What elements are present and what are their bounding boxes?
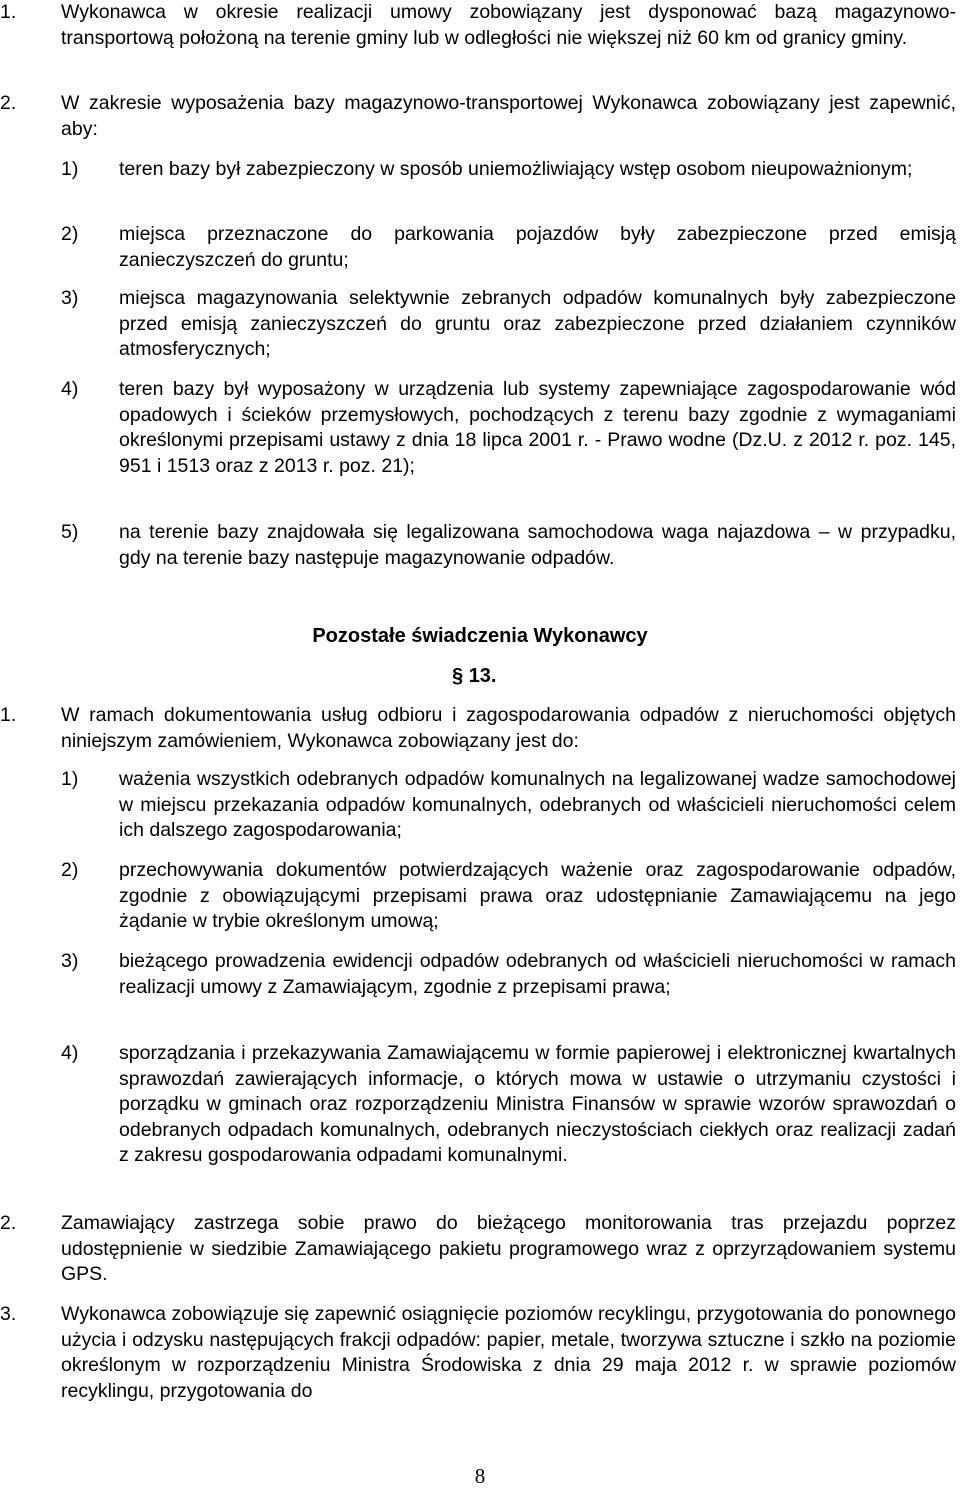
section-heading: Pozostałe świadczenia Wykonawcy bbox=[312, 625, 648, 647]
sub-item-text: miejsca przeznaczone do parkowania pojazdów były zabezpieczone przed emisją zanieczyszczeń do gruntu; bbox=[119, 223, 956, 271]
sub-item-number: 4) bbox=[61, 1042, 79, 1064]
sub-item-number: 2) bbox=[61, 223, 79, 245]
paragraph-text: W zakresie wyposażenia bazy magazynowo-transportowej Wykonawca zobowiązany jest zapewnić, aby: bbox=[61, 92, 956, 140]
paragraph-text: W ramach dokumentowania usług odbioru i zagospodarowania odpadów z nieruchomości objętych niniejszym zamówieniem, Wykonawca zobowiązany jest do: bbox=[61, 704, 956, 752]
sub-item-text: teren bazy był zabezpieczony w sposób uniemożliwiający wstęp osobom nieupoważnionym; bbox=[119, 158, 913, 180]
page-number: 8 bbox=[474, 1464, 486, 1488]
sub-item-text: bieżącego prowadzenia ewidencji odpadów odebranych od właścicieli nieruchomości w ramach realizacji umowy z Zamawiającym, zgodnie z przepisami prawa; bbox=[119, 950, 956, 998]
section-number-value: 13. bbox=[468, 665, 497, 687]
sub-item-number: 1) bbox=[61, 158, 79, 180]
sub-item-number: 1) bbox=[61, 768, 79, 790]
paragraph-text: Zamawiający zastrzega sobie prawo do bieżącego monitorowania tras przejazdu poprzez udostępnienie w siedzibie Zamawiającego pakietu programowego wraz z oprzyrządowaniem systemu GPS. bbox=[61, 1212, 956, 1285]
item-number: 3. bbox=[0, 1303, 17, 1325]
sub-item-text: ważenia wszystkich odebranych odpadów komunalnych na legalizowanej wadze samochodowej w miejscu przekazania odpadów komunalnych, odebranych od właścicieli nieruchomości celem ich dalszego zagospodarowania; bbox=[119, 768, 956, 841]
sub-item-text: przechowywania dokumentów potwierdzających ważenie oraz zagospodarowanie odpadów, zgodnie z obowiązującymi przepisami prawa oraz udostępnianie Zamawiającemu na jego żądanie w trybie określonym umową; bbox=[119, 859, 956, 932]
item-number: 2. bbox=[0, 1212, 17, 1234]
sub-item-number: 5) bbox=[61, 521, 79, 543]
section-number: § 13. bbox=[452, 665, 497, 687]
paragraph-text: Wykonawca w okresie realizacji umowy zobowiązany jest dysponować bazą magazynowo-transportową położoną na terenie gminy lub w odległości nie większej niż 60 km od granicy gminy. bbox=[61, 1, 956, 49]
paragraph-text: Wykonawca zobowiązuje się zapewnić osiągnięcie poziomów recyklingu, przygotowania do ponownego użycia i odzysku następujących frakcji odpadów: papier, metale, tworzywa sztuczne i szkło na poziomie określonym w rozporządzeniu Ministra Środowiska z dnia 29 maja 2012 r. w sprawie poziomów recyklingu, przygotowania do bbox=[61, 1303, 956, 1402]
sub-item-number: 2) bbox=[61, 859, 79, 881]
sub-item-text: miejsca magazynowania selektywnie zebranych odpadów komunalnych były zabezpieczone przed emisją zanieczyszczeń do gruntu oraz zabezpieczone przed działaniem czynników atmosferycznych; bbox=[119, 287, 956, 360]
sub-item-number: 3) bbox=[61, 287, 79, 309]
item-number: 1. bbox=[0, 1, 17, 23]
item-number: 2. bbox=[0, 92, 17, 114]
sub-item-text: teren bazy był wyposażony w urządzenia lub systemy zapewniające zagospodarowanie wód opadowych i ścieków przemysłowych, pochodzących z terenu bazy zgodnie z wymaganiami określonymi przepisami ustawy z dnia 18 lipca 2001 r. - Prawo wodne (Dz.U. z 2012 r. poz. 145, 951 i 1513 oraz z 2013 r. poz. 21); bbox=[119, 378, 956, 477]
sub-item-text: na terenie bazy znajdowała się legalizowana samochodowa waga najazdowa – w przypadku, gdy na terenie bazy następuje magazynowanie odpadów. bbox=[119, 521, 956, 569]
sub-item-text: sporządzania i przekazywania Zamawiającemu w formie papierowej i elektronicznej kwartalnych sprawozdań zawierających informacje, o których mowa w ustawie o utrzymaniu czystości i porządku w gminach oraz rozporządzeniu Ministra Finansów w sprawie wzorów sprawozdań o odebranych odpadach komunalnych, odebranych nieczystościach ciekłych oraz realizacji zadań z zakresu gospodarowania odpadami komunalnymi. bbox=[119, 1042, 956, 1166]
sub-item-number: 3) bbox=[61, 950, 79, 972]
item-number: 1. bbox=[0, 704, 17, 726]
sub-item-number: 4) bbox=[61, 378, 79, 400]
